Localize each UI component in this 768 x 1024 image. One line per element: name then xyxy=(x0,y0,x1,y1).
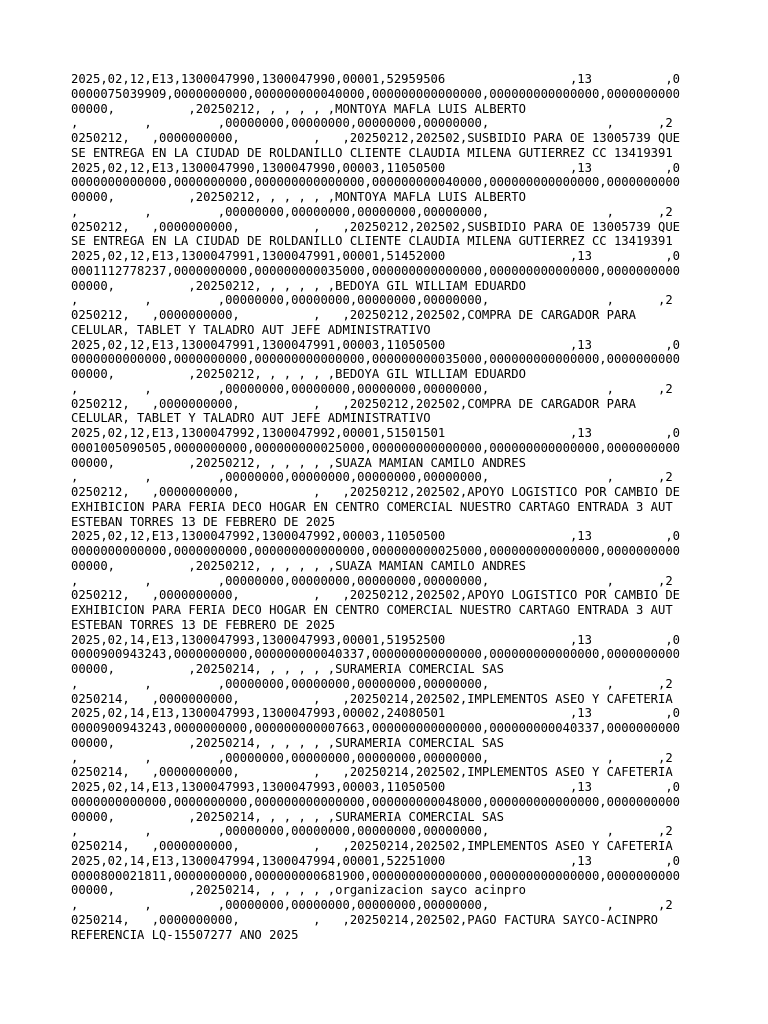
text-line: ESTEBAN TORRES 13 DE FEBRERO DE 2025 xyxy=(71,514,336,529)
text-line: 0000900943243,0000000000,000000000007663,000000000000000,000000000040337,0000000000 xyxy=(71,721,681,735)
text-line: , , ,00000000,00000000,00000000,00000000, , ,2 xyxy=(71,898,673,912)
text-line: 2025,02,14,E13,1300047993,1300047993,00001,51952500 ,13 ,0 xyxy=(71,632,681,647)
text-line: 2025,02,12,E13,1300047990,1300047990,00001,52959506 ,13 ,0 xyxy=(71,72,681,86)
text-line: 0250212, ,0000000000, , ,20250212,202502,SUSBIDIO PARA OE 13005739 QUE xyxy=(71,219,681,234)
text-line: 00000, ,20250214, , , , , ,SURAMERIA COMERCIAL SAS xyxy=(71,735,504,750)
text-line: 0000800021811,0000000000,000000000681900,000000000000000,000000000000000,0000000000 xyxy=(71,868,681,883)
text-line: 0250214, ,0000000000, , ,20250214,202502,PAGO FACTURA SAYCO-ACINPRO xyxy=(71,912,658,927)
text-line: 00000, ,20250212, , , , , ,SUAZA MAMIAN CAMILO ANDRES xyxy=(71,455,526,470)
text-line: 2025,02,14,E13,1300047993,1300047993,00002,24080501 ,13 ,0 xyxy=(71,706,681,721)
text-line: , , ,00000000,00000000,00000000,00000000, , ,2 xyxy=(71,381,673,396)
text-line: 2025,02,12,E13,1300047990,1300047990,00003,11050500 ,13 ,0 xyxy=(71,160,681,175)
text-line: 0000000000000,0000000000,000000000000000,000000000040000,000000000000000,0000000000 xyxy=(71,175,681,190)
text-line: , , ,00000000,00000000,00000000,00000000, , ,2 xyxy=(71,293,673,308)
text-line: 0001112778237,0000000000,000000000035000,000000000000000,000000000000000,0000000000 xyxy=(71,263,681,278)
text-line: SE ENTREGA EN LA CIUDAD DE ROLDANILLO CLIENTE CLAUDIA MILENA GUTIERREZ CC 13419391 xyxy=(71,234,673,249)
text-line: 0250212, ,0000000000, , ,20250212,202502,COMPRA DE CARGADOR PARA xyxy=(71,308,636,322)
text-line: , , ,00000000,00000000,00000000,00000000, , ,2 xyxy=(71,573,673,588)
text-line: 00000, ,20250212, , , , , ,MONTOYA MAFLA LUIS ALBERTO xyxy=(71,101,526,116)
text-line: 0000075039909,0000000000,000000000040000,000000000000000,000000000000000,0000000000 xyxy=(71,86,681,101)
text-line: , , ,00000000,00000000,00000000,00000000, , ,2 xyxy=(71,824,673,839)
text-line: EXHIBICION PARA FERIA DECO HOGAR EN CENTRO COMERCIAL NUESTRO CARTAGO ENTRADA 3 AUT xyxy=(71,499,673,514)
text-line: , , ,00000000,00000000,00000000,00000000, , ,2 xyxy=(71,470,673,485)
text-line: REFERENCIA LQ-15507277 ANO 2025 xyxy=(71,927,299,942)
text-line: 00000, ,20250212, , , , , ,MONTOYA MAFLA LUIS ALBERTO xyxy=(71,190,526,204)
text-line: 0001005090505,0000000000,000000000025000,000000000000000,000000000000000,0000000000 xyxy=(71,440,681,455)
text-line: ESTEBAN TORRES 13 DE FEBRERO DE 2025 xyxy=(71,617,336,632)
document-text xyxy=(71,72,680,942)
text-line: 2025,02,14,E13,1300047994,1300047994,00001,52251000 ,13 ,0 xyxy=(71,853,681,868)
text-line: 0000000000000,0000000000,000000000000000,000000000025000,000000000000000,0000000000 xyxy=(71,544,681,558)
text-line: , , ,00000000,00000000,00000000,00000000, , ,2 xyxy=(71,676,673,691)
text-line: 00000, ,20250214, , , , , ,SURAMERIA COMERCIAL SAS xyxy=(71,809,504,824)
text-line: 0000000000000,0000000000,000000000000000,000000000035000,000000000000000,0000000000 xyxy=(71,352,681,367)
text-line: 0250212, ,0000000000, , ,20250212,202502,APOYO LOGISTICO POR CAMBIO DE xyxy=(71,485,681,499)
text-line: CELULAR, TABLET Y TALADRO AUT JEFE ADMINISTRATIVO xyxy=(71,322,431,337)
text-line: 0250212, ,0000000000, , ,20250212,202502,SUSBIDIO PARA OE 13005739 QUE xyxy=(71,131,681,145)
text-line: 0000000000000,0000000000,000000000000000,000000000048000,000000000000000,0000000000 xyxy=(71,794,681,809)
text-line: SE ENTREGA EN LA CIUDAD DE ROLDANILLO CLIENTE CLAUDIA MILENA GUTIERREZ CC 13419391 xyxy=(71,145,673,160)
text-line: , , ,00000000,00000000,00000000,00000000, , ,2 xyxy=(71,204,673,219)
text-line: 2025,02,12,E13,1300047992,1300047992,00003,11050500 ,13 ,0 xyxy=(71,529,681,544)
text-line: 0250212, ,0000000000, , ,20250212,202502,APOYO LOGISTICO POR CAMBIO DE xyxy=(71,588,681,603)
text-line: 2025,02,12,E13,1300047991,1300047991,00003,11050500 ,13 ,0 xyxy=(71,337,681,352)
text-line: 2025,02,12,E13,1300047991,1300047991,00001,51452000 ,13 ,0 xyxy=(71,249,681,263)
text-line: , , ,00000000,00000000,00000000,00000000, , ,2 xyxy=(71,750,673,765)
text-line: 0250212, ,0000000000, , ,20250212,202502,COMPRA DE CARGADOR PARA xyxy=(71,396,636,411)
text-line: 2025,02,12,E13,1300047992,1300047992,00001,51501501 ,13 ,0 xyxy=(71,426,681,440)
text-line: 00000, ,20250212, , , , , ,SUAZA MAMIAN CAMILO ANDRES xyxy=(71,558,526,573)
text-line: 00000, ,20250214, , , , , ,SURAMERIA COMERCIAL SAS xyxy=(71,662,504,676)
text-line: , , ,00000000,00000000,00000000,00000000, , ,2 xyxy=(71,116,673,131)
text-line: 0000900943243,0000000000,000000000040337,000000000000000,000000000000000,0000000000 xyxy=(71,647,681,662)
text-line: 0250214, ,0000000000, , ,20250214,202502,IMPLEMENTOS ASEO Y CAFETERIA xyxy=(71,765,673,780)
text-line: 0250214, ,0000000000, , ,20250214,202502,IMPLEMENTOS ASEO Y CAFETERIA xyxy=(71,691,673,706)
text-line: CELULAR, TABLET Y TALADRO AUT JEFE ADMINISTRATIVO xyxy=(71,411,431,426)
text-line: 00000, ,20250212, , , , , ,BEDOYA GIL WILLIAM EDUARDO xyxy=(71,278,526,293)
text-line: 00000, ,20250214, , , , , ,organizacion sayco acinpro xyxy=(71,883,526,898)
text-line: 0250214, ,0000000000, , ,20250214,202502,IMPLEMENTOS ASEO Y CAFETERIA xyxy=(71,839,673,853)
text-line: EXHIBICION PARA FERIA DECO HOGAR EN CENTRO COMERCIAL NUESTRO CARTAGO ENTRADA 3 AUT xyxy=(71,603,673,617)
text-line: 2025,02,14,E13,1300047993,1300047993,00003,11050500 ,13 ,0 xyxy=(71,780,681,794)
text-line: 00000, ,20250212, , , , , ,BEDOYA GIL WILLIAM EDUARDO xyxy=(71,367,526,381)
